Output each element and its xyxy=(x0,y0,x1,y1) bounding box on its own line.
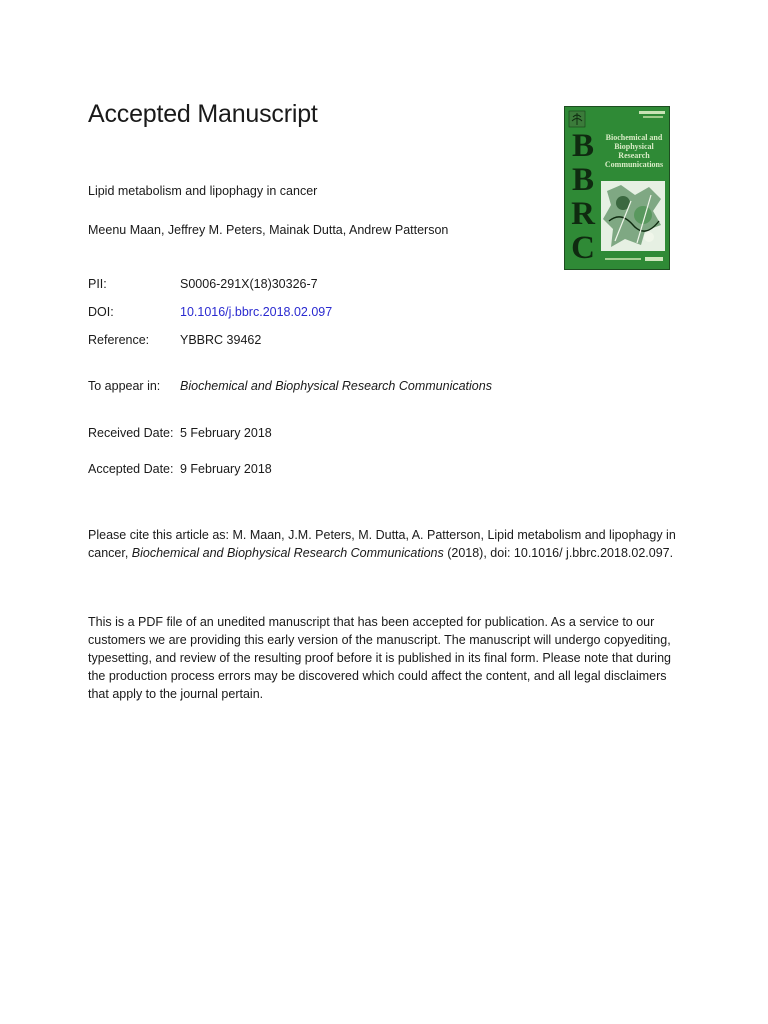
page-heading: Accepted Manuscript xyxy=(88,100,318,128)
citation-suffix: (2018), doi: 10.1016/ j.bbrc.2018.02.097. xyxy=(443,546,674,560)
cover-letter: B xyxy=(571,162,594,198)
appear-in-row xyxy=(88,379,492,393)
cover-info-strip xyxy=(639,111,665,119)
accepted-date-label: Accepted Date: xyxy=(88,462,174,476)
accepted-date-row xyxy=(88,462,272,476)
received-date-value: 5 February 2018 xyxy=(180,426,272,440)
article-title: Lipid metabolism and lipophagy in cancer xyxy=(88,184,318,198)
publisher-logo-icon xyxy=(568,110,586,128)
cover-footer-strip xyxy=(605,257,663,263)
disclaimer-paragraph: This is a PDF file of an unedited manuscript that has been accepted for publication. As a service to our customers we are providing this early version of the manuscript. The manuscript will undergo copyediting, typesetting, and review of the resulting proof before it is published in its final form. Please note that during the production process errors may be discovered which could affect the content, and all legal disclaimers that apply to the journal pertain. xyxy=(88,615,671,701)
accepted-date-value: 9 February 2018 xyxy=(180,462,272,476)
reference-value: YBBRC 39462 xyxy=(180,333,262,347)
doi-row xyxy=(88,305,332,319)
appear-in-label: To appear in: xyxy=(88,379,161,393)
cover-artwork xyxy=(601,181,665,251)
journal-cover-image xyxy=(564,106,670,270)
cover-letters xyxy=(568,129,598,265)
doi-label: DOI: xyxy=(88,305,114,319)
authors: Meenu Maan, Jeffrey M. Peters, Mainak Dutta, Andrew Patterson xyxy=(88,223,449,237)
citation-journal: Biochemical and Biophysical Research Communications xyxy=(131,546,444,560)
citation-paragraph xyxy=(88,526,678,562)
appear-in-journal: Biochemical and Biophysical Research Communications xyxy=(180,379,492,393)
pii-label: PII: xyxy=(88,277,107,291)
reference-row xyxy=(88,333,261,347)
cover-journal-title: Biochemical and Biophysical Research Communications xyxy=(604,133,664,169)
pii-value: S0006-291X(18)30326-7 xyxy=(180,277,318,291)
cover-letter: C xyxy=(571,230,595,266)
citation-prefix: Please cite this article as: M. Maan, J.M. Peters, M. Dutta, A. Patterson, Lipid metabolism and lipophagy in cancer, xyxy=(88,528,676,560)
received-date-label: Received Date: xyxy=(88,426,174,440)
cover-letter: R xyxy=(571,196,595,232)
reference-label: Reference: xyxy=(88,333,150,347)
cover-letter: B xyxy=(571,128,594,164)
doi-link[interactable]: 10.1016/j.bbrc.2018.02.097 xyxy=(180,305,333,319)
received-date-row xyxy=(88,426,272,440)
pii-row xyxy=(88,277,318,291)
